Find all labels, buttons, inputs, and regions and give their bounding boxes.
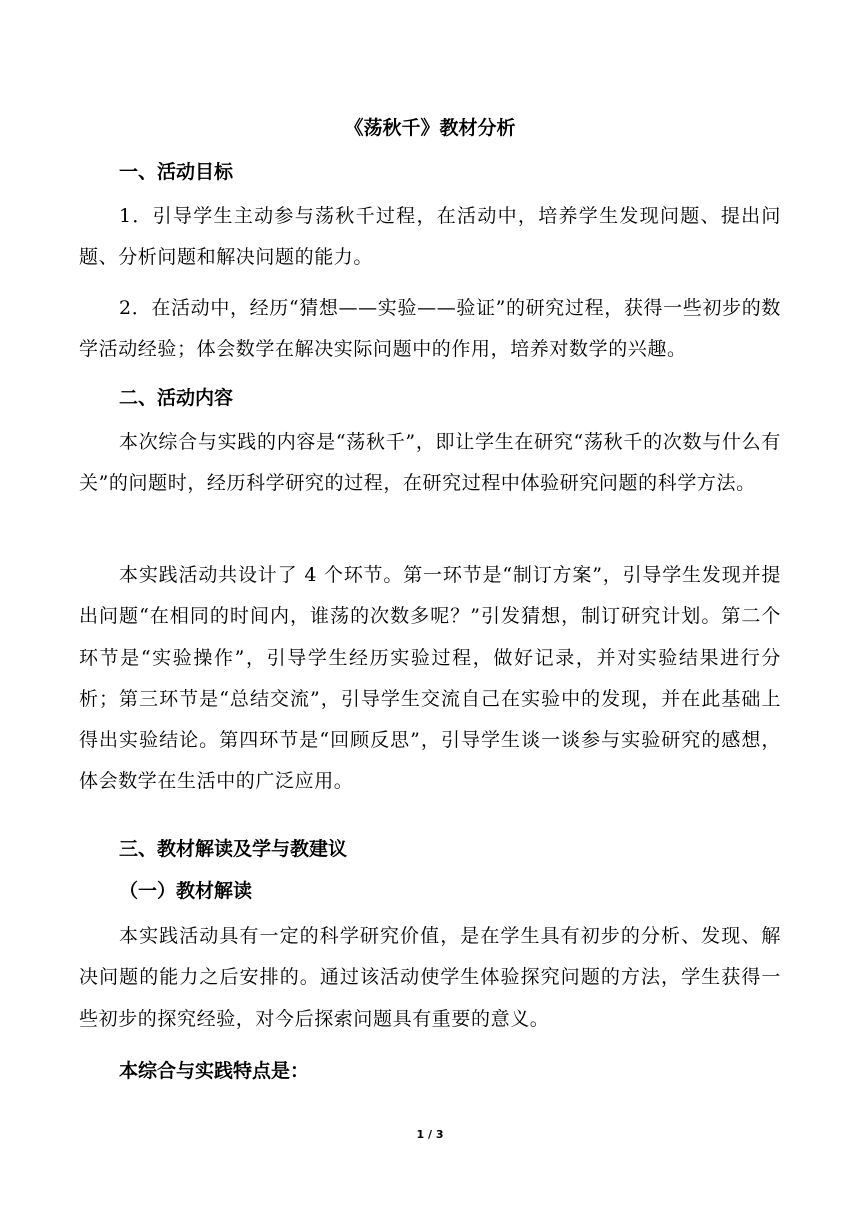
document-title: 《荡秋千》教材分析 [344, 117, 516, 139]
section-heading-content: 二、活动内容 [119, 387, 234, 409]
paragraph-goal-1: 1．引导学生主动参与荡秋千过程，在活动中，培养学生发现问题、提出问题、分析问题和解决问题的能力。 [79, 205, 781, 269]
paragraph-interpretation: 本实践活动具有一定的科学研究价值，是在学生具有初步的分析、发现、解决问题的能力之后安排的。通过该活动使学生体验探究问题的方法，学生获得一些初步的探究经验，对今后探索问题具有重要的意义。 [79, 925, 781, 1030]
page-number: 1 / 3 [416, 1128, 444, 1141]
paragraph-content-2: 本实践活动共设计了 4 个环节。第一环节是“制订方案”，引导学生发现并提出问题“在相同的时间内，谁荡的次数多呢？”引发猜想，制订研究计划。第二个环节是“实验操作”，引导学生经历实验过程，做好记录，并对实验结果进行分析；第三环节是“总结交流”，引导学生交流自己在实验中的发现，并在此基础上得出实验结论。第四环节是“回顾反思”，引导学生谈一谈参与实验研究的感想，体会数学在生活中的广泛应用。 [79, 564, 781, 793]
section-heading-goals: 一、活动目标 [119, 161, 234, 183]
subsection-heading-interpretation: （一）教材解读 [119, 880, 253, 902]
section-heading-interpretation: 三、教材解读及学与教建议 [119, 838, 348, 860]
paragraph-content-1: 本次综合与实践的内容是“荡秋千”，即让学生在研究“荡秋千的次数与什么有关”的问题时，经历科学研究的过程，在研究过程中体验研究问题的科学方法。 [79, 431, 781, 495]
feature-heading: 本综合与实践特点是： [119, 1060, 310, 1082]
paragraph-goal-2: 2．在活动中，经历“猜想——实验——验证”的研究过程，获得一些初步的数学活动经验；体会数学在解决实际问题中的作用，培养对数学的兴趣。 [79, 297, 781, 361]
